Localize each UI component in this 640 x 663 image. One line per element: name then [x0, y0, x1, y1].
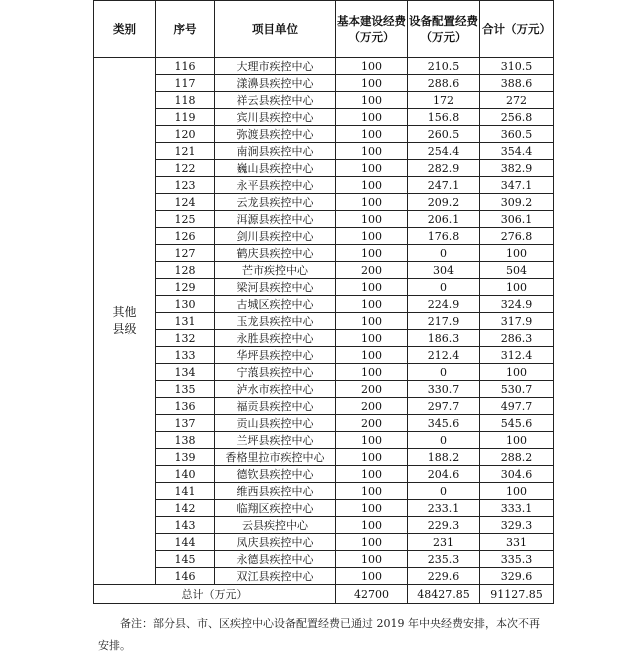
index-cell: 138 — [156, 432, 215, 449]
total-cell: 312.4 — [480, 347, 554, 364]
unit-cell: 玉龙县疾控中心 — [215, 313, 336, 330]
unit-cell: 鹤庆县疾控中心 — [215, 245, 336, 262]
header-unit: 项目单位 — [215, 1, 336, 58]
table-row — [94, 177, 554, 194]
total-cell: 309.2 — [480, 194, 554, 211]
total-cell: 497.7 — [480, 398, 554, 415]
construction-cell: 100 — [336, 313, 408, 330]
total-cell: 256.8 — [480, 109, 554, 126]
table-row — [94, 75, 554, 92]
index-cell: 133 — [156, 347, 215, 364]
table-row — [94, 296, 554, 313]
unit-cell: 双江县疾控中心 — [215, 568, 336, 585]
unit-cell: 福贡县疾控中心 — [215, 398, 336, 415]
total-cell: 100 — [480, 245, 554, 262]
total-equipment: 48427.85 — [408, 585, 480, 604]
equipment-cell: 233.1 — [408, 500, 480, 517]
total-cell: 100 — [480, 279, 554, 296]
total-cell: 331 — [480, 534, 554, 551]
total-cell: 354.4 — [480, 143, 554, 160]
table-row — [94, 347, 554, 364]
construction-cell: 100 — [336, 279, 408, 296]
total-row — [94, 585, 554, 604]
unit-cell: 洱源县疾控中心 — [215, 211, 336, 228]
index-cell: 129 — [156, 279, 215, 296]
index-cell: 120 — [156, 126, 215, 143]
construction-cell: 100 — [336, 58, 408, 75]
equipment-cell: 247.1 — [408, 177, 480, 194]
table-row — [94, 262, 554, 279]
equipment-cell: 224.9 — [408, 296, 480, 313]
equipment-cell: 204.6 — [408, 466, 480, 483]
equipment-cell: 217.9 — [408, 313, 480, 330]
unit-cell: 大理市疾控中心 — [215, 58, 336, 75]
index-cell: 142 — [156, 500, 215, 517]
total-cell: 360.5 — [480, 126, 554, 143]
construction-cell: 100 — [336, 177, 408, 194]
table-row — [94, 517, 554, 534]
unit-cell: 永胜县疾控中心 — [215, 330, 336, 347]
total-cell: 504 — [480, 262, 554, 279]
total-cell: 100 — [480, 432, 554, 449]
construction-cell: 100 — [336, 75, 408, 92]
table-row — [94, 228, 554, 245]
index-cell: 146 — [156, 568, 215, 585]
table-row — [94, 449, 554, 466]
construction-cell: 100 — [336, 534, 408, 551]
header-equipment: 设备配置经费（万元） — [408, 1, 480, 58]
index-cell: 130 — [156, 296, 215, 313]
equipment-cell: 212.4 — [408, 347, 480, 364]
unit-cell: 香格里拉市疾控中心 — [215, 449, 336, 466]
table-row — [94, 58, 554, 75]
unit-cell: 云龙县疾控中心 — [215, 194, 336, 211]
construction-cell: 100 — [336, 109, 408, 126]
table-row — [94, 245, 554, 262]
unit-cell: 漾濞县疾控中心 — [215, 75, 336, 92]
table-row — [94, 92, 554, 109]
equipment-cell: 0 — [408, 245, 480, 262]
construction-cell: 100 — [336, 245, 408, 262]
unit-cell: 弥渡县疾控中心 — [215, 126, 336, 143]
construction-cell: 100 — [336, 143, 408, 160]
equipment-cell: 235.3 — [408, 551, 480, 568]
table-row — [94, 143, 554, 160]
index-cell: 128 — [156, 262, 215, 279]
index-cell: 124 — [156, 194, 215, 211]
table-row — [94, 211, 554, 228]
unit-cell: 维西县疾控中心 — [215, 483, 336, 500]
index-cell: 116 — [156, 58, 215, 75]
total-cell: 335.3 — [480, 551, 554, 568]
construction-cell: 200 — [336, 381, 408, 398]
index-cell: 121 — [156, 143, 215, 160]
header-index: 序号 — [156, 1, 215, 58]
funding-table-page — [93, 0, 553, 604]
table-row — [94, 330, 554, 347]
index-cell: 122 — [156, 160, 215, 177]
index-cell: 140 — [156, 466, 215, 483]
unit-cell: 泸水市疾控中心 — [215, 381, 336, 398]
construction-cell: 100 — [336, 449, 408, 466]
index-cell: 127 — [156, 245, 215, 262]
equipment-cell: 0 — [408, 432, 480, 449]
unit-cell: 华坪县疾控中心 — [215, 347, 336, 364]
total-cell: 306.1 — [480, 211, 554, 228]
index-cell: 139 — [156, 449, 215, 466]
equipment-cell: 0 — [408, 483, 480, 500]
table-row — [94, 313, 554, 330]
construction-cell: 100 — [336, 364, 408, 381]
total-cell: 288.2 — [480, 449, 554, 466]
index-cell: 144 — [156, 534, 215, 551]
construction-cell: 100 — [336, 92, 408, 109]
equipment-cell: 0 — [408, 364, 480, 381]
total-cell: 276.8 — [480, 228, 554, 245]
total-cell: 333.1 — [480, 500, 554, 517]
index-cell: 117 — [156, 75, 215, 92]
table-row — [94, 432, 554, 449]
total-cell: 388.6 — [480, 75, 554, 92]
index-cell: 132 — [156, 330, 215, 347]
total-label: 总计（万元） — [94, 585, 336, 604]
unit-cell: 临翔区疾控中心 — [215, 500, 336, 517]
equipment-cell: 206.1 — [408, 211, 480, 228]
equipment-cell: 330.7 — [408, 381, 480, 398]
header-total: 合计（万元） — [480, 1, 554, 58]
unit-cell: 巍山县疾控中心 — [215, 160, 336, 177]
total-cell: 329.6 — [480, 568, 554, 585]
equipment-cell: 229.6 — [408, 568, 480, 585]
total-cell: 382.9 — [480, 160, 554, 177]
equipment-cell: 304 — [408, 262, 480, 279]
index-cell: 118 — [156, 92, 215, 109]
table-row — [94, 398, 554, 415]
index-cell: 119 — [156, 109, 215, 126]
table-row — [94, 160, 554, 177]
index-cell: 136 — [156, 398, 215, 415]
equipment-cell: 172 — [408, 92, 480, 109]
equipment-cell: 188.2 — [408, 449, 480, 466]
unit-cell: 梁河县疾控中心 — [215, 279, 336, 296]
equipment-cell: 254.4 — [408, 143, 480, 160]
table-row — [94, 568, 554, 585]
equipment-cell: 288.6 — [408, 75, 480, 92]
index-cell: 141 — [156, 483, 215, 500]
construction-cell: 100 — [336, 568, 408, 585]
construction-cell: 200 — [336, 398, 408, 415]
unit-cell: 南涧县疾控中心 — [215, 143, 336, 160]
unit-cell: 凤庆县疾控中心 — [215, 534, 336, 551]
total-cell: 286.3 — [480, 330, 554, 347]
index-cell: 143 — [156, 517, 215, 534]
unit-cell: 芒市疾控中心 — [215, 262, 336, 279]
construction-cell: 100 — [336, 296, 408, 313]
construction-cell: 100 — [336, 432, 408, 449]
total-cell: 317.9 — [480, 313, 554, 330]
table-row — [94, 194, 554, 211]
construction-cell: 100 — [336, 483, 408, 500]
total-cell: 347.1 — [480, 177, 554, 194]
header-row — [94, 1, 554, 58]
unit-cell: 古城区疾控中心 — [215, 296, 336, 313]
index-cell: 126 — [156, 228, 215, 245]
funding-table — [93, 0, 554, 604]
index-cell: 123 — [156, 177, 215, 194]
construction-cell: 100 — [336, 194, 408, 211]
index-cell: 145 — [156, 551, 215, 568]
index-cell: 125 — [156, 211, 215, 228]
equipment-cell: 345.6 — [408, 415, 480, 432]
table-row — [94, 126, 554, 143]
unit-cell: 兰坪县疾控中心 — [215, 432, 336, 449]
construction-cell: 100 — [336, 517, 408, 534]
construction-cell: 100 — [336, 466, 408, 483]
header-category: 类别 — [94, 1, 156, 58]
table-row — [94, 534, 554, 551]
equipment-cell: 229.3 — [408, 517, 480, 534]
equipment-cell: 231 — [408, 534, 480, 551]
equipment-cell: 176.8 — [408, 228, 480, 245]
equipment-cell: 156.8 — [408, 109, 480, 126]
table-row — [94, 483, 554, 500]
total-cell: 545.6 — [480, 415, 554, 432]
unit-cell: 剑川县疾控中心 — [215, 228, 336, 245]
construction-cell: 100 — [336, 347, 408, 364]
table-row — [94, 415, 554, 432]
unit-cell: 祥云县疾控中心 — [215, 92, 336, 109]
equipment-cell: 297.7 — [408, 398, 480, 415]
unit-cell: 宾川县疾控中心 — [215, 109, 336, 126]
table-row — [94, 500, 554, 517]
total-cell: 100 — [480, 483, 554, 500]
unit-cell: 德钦县疾控中心 — [215, 466, 336, 483]
index-cell: 131 — [156, 313, 215, 330]
equipment-cell: 209.2 — [408, 194, 480, 211]
header-construction: 基本建设经费（万元） — [336, 1, 408, 58]
unit-cell: 宁蒗县疾控中心 — [215, 364, 336, 381]
equipment-cell: 282.9 — [408, 160, 480, 177]
construction-cell: 100 — [336, 126, 408, 143]
equipment-cell: 0 — [408, 279, 480, 296]
construction-cell: 200 — [336, 262, 408, 279]
equipment-cell: 210.5 — [408, 58, 480, 75]
total-cell: 530.7 — [480, 381, 554, 398]
total-cell: 324.9 — [480, 296, 554, 313]
construction-cell: 100 — [336, 551, 408, 568]
table-row — [94, 466, 554, 483]
table-row — [94, 279, 554, 296]
table-row — [94, 381, 554, 398]
table-body — [94, 58, 554, 585]
footnote: 备注：部分县、市、区疾控中心设备配置经费已通过 2019 年中央经费安排，本次不再安排。 — [98, 617, 540, 652]
construction-cell: 100 — [336, 228, 408, 245]
total-cell: 272 — [480, 92, 554, 109]
index-cell: 135 — [156, 381, 215, 398]
table-row — [94, 109, 554, 126]
unit-cell: 云县疾控中心 — [215, 517, 336, 534]
total-cell: 310.5 — [480, 58, 554, 75]
table-header — [94, 1, 554, 58]
total-cell: 100 — [480, 364, 554, 381]
total-cell: 304.6 — [480, 466, 554, 483]
construction-cell: 200 — [336, 415, 408, 432]
total-cell: 329.3 — [480, 517, 554, 534]
index-cell: 134 — [156, 364, 215, 381]
construction-cell: 100 — [336, 160, 408, 177]
construction-cell: 100 — [336, 500, 408, 517]
index-cell: 137 — [156, 415, 215, 432]
unit-cell: 贡山县疾控中心 — [215, 415, 336, 432]
table-row — [94, 551, 554, 568]
unit-cell: 永德县疾控中心 — [215, 551, 336, 568]
unit-cell: 永平县疾控中心 — [215, 177, 336, 194]
table-row — [94, 364, 554, 381]
equipment-cell: 260.5 — [408, 126, 480, 143]
equipment-cell: 186.3 — [408, 330, 480, 347]
total-sum: 91127.85 — [480, 585, 554, 604]
construction-cell: 100 — [336, 211, 408, 228]
construction-cell: 100 — [336, 330, 408, 347]
category-cell: 其他县级 — [94, 58, 156, 585]
total-construction: 42700 — [336, 585, 408, 604]
